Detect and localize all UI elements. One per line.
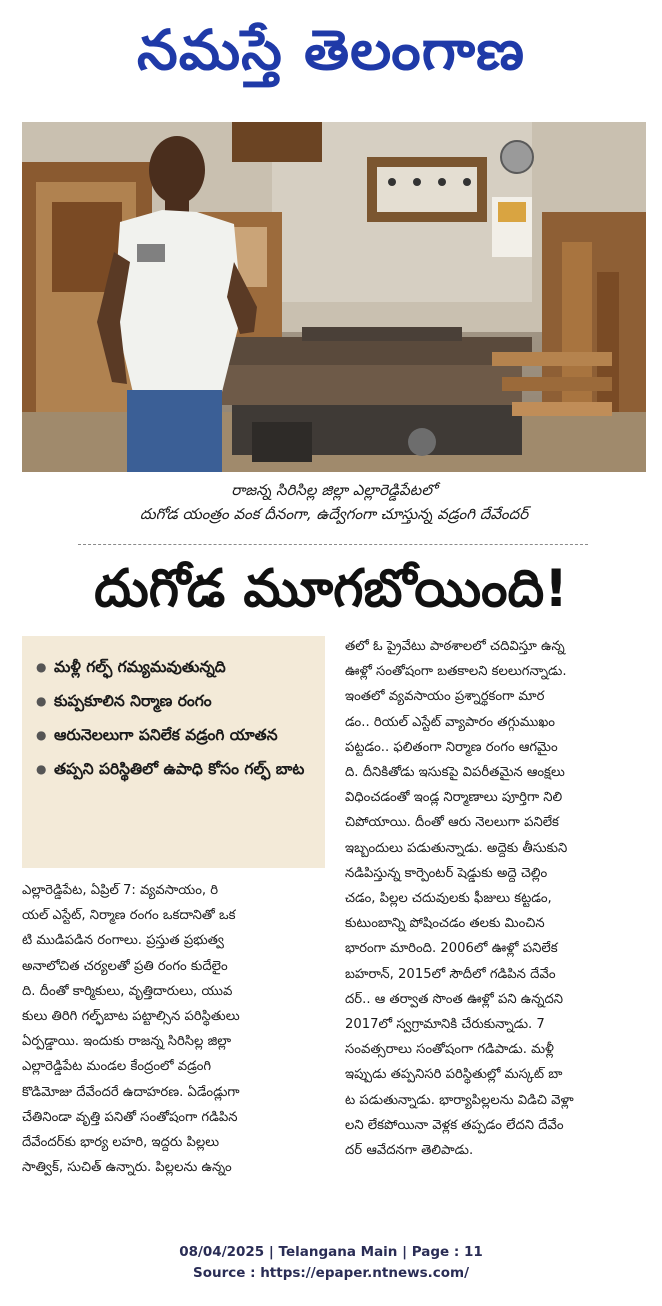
article-photo bbox=[22, 122, 646, 472]
headline: దుగోడ మూగబోయింది! bbox=[94, 559, 568, 619]
article-column-right bbox=[345, 634, 647, 1163]
article-line: ఎల్లారెడ్డిపేట, ఏప్రిల్ 7: వ్యవసాయం, రి bbox=[22, 883, 219, 898]
article-line: కులు తిరిగి గల్ఫ్‌బాట పట్టాల్సిన పరిస్థితులు bbox=[22, 1009, 240, 1025]
article-line: అనాలోచిత చర్యలతో ప్రతి రంగం కుదేలైం bbox=[22, 958, 228, 974]
article-column-left bbox=[22, 878, 325, 1180]
bullet-icon: ● bbox=[36, 728, 47, 742]
masthead-title: నమస్తే తెలంగాణ bbox=[137, 17, 525, 83]
caption-divider bbox=[78, 544, 588, 545]
article-line: ఇబ్బందులు పడుతున్నాడు. అద్దెకు తీసుకుని bbox=[345, 840, 568, 856]
bullet-icon: ● bbox=[36, 660, 47, 674]
article-line: ది. దీనికితోడు ఇసుకపై విపరీతమైన ఆంక్షలు bbox=[345, 765, 565, 781]
article-line: కుటుంబాన్ని పోషించడం తలకు మించిన bbox=[345, 916, 545, 932]
article-line: 2017లో స్వగ్రామానికి చేరుకున్నాడు. 7 bbox=[345, 1017, 545, 1033]
article-line: డం.. రియల్ ఎస్టేట్ వ్యాపారం తగ్గుముఖం bbox=[345, 714, 555, 730]
article-line: ది. దీంతో కార్మికులు, వృత్తిదారులు, యువ bbox=[22, 983, 233, 999]
photo-caption bbox=[22, 478, 646, 526]
highlights-box bbox=[22, 636, 325, 868]
footer-source-line[interactable]: Source : https://epaper.ntnews.com/ bbox=[192, 1265, 470, 1281]
bullet-icon: ● bbox=[36, 694, 47, 708]
article-line: టి ముడిపడిన రంగాలు. ప్రస్తుత ప్రభుత్వ bbox=[22, 933, 224, 949]
article-line: సంవత్సరాలు సంతోషంగా గడిపాడు. మళ్లీ bbox=[345, 1042, 554, 1058]
article-line: చిపోయాయి. దీంతో ఆరు నెలలుగా పనిలేక bbox=[345, 815, 559, 831]
article-line: దర్.. ఆ తర్వాత సొంత ఊళ్లో పని ఉన్నదని bbox=[345, 991, 564, 1007]
article-line: ఏర్పడ్డాయి. ఇందుకు రాజన్న సిరిసిల్ల జిల్లా bbox=[22, 1034, 232, 1050]
article-line: ఎల్లారెడ్డిపేట మండల కేంద్రంలో వడ్రంగి bbox=[22, 1059, 212, 1075]
article-line: దర్ ఆవేదనగా తెలిపాడు. bbox=[345, 1143, 474, 1159]
article-line: ట పడుతున్నాడు. భార్యాపిల్లలను విడిచి వెళ్లా bbox=[345, 1092, 574, 1108]
article-line: నడిపిస్తున్న కార్పెంటర్ షెడ్డుకు అద్దె చెల్లిం bbox=[345, 865, 548, 881]
highlight-item: ● తప్పని పరిస్థితిలో ఉపాధి కోసం గల్ఫ్ బాట bbox=[36, 752, 313, 786]
article-line: కొడిమోజు దేవేందరే ఉదాహరణ. ఏడేండ్లుగా bbox=[22, 1084, 240, 1100]
article-line: దేవేందర్‌కు భార్య లహరి, ఇద్దరు పిల్లలు bbox=[22, 1135, 220, 1151]
footer-date-line: 08/04/2025 | Telangana Main | Page : 11 bbox=[179, 1244, 483, 1260]
article-line: విధించడంతో ఇండ్ల నిర్మాణాలు పూర్తిగా నిలి bbox=[345, 790, 563, 806]
article-line: చేతినిండా వృత్తి పనితో సంతోషంగా గడిపిన bbox=[22, 1109, 238, 1125]
highlight-item: ● మళ్లీ గల్ఫ్ గమ్యమవుతున్నది bbox=[36, 650, 313, 684]
article-line: ఇప్పుడు తప్పనిసరి పరిస్థితుల్లో మస్కట్ బా bbox=[345, 1067, 563, 1083]
highlight-item: ● కుప్పకూలిన నిర్మాణ రంగం bbox=[36, 684, 313, 718]
article-line: చడం, పిల్లల చదువులకు ఫీజులు కట్టడం, bbox=[345, 891, 552, 907]
article-line: సాత్విక్, సుచిత్ ఉన్నారు. పిల్లలను ఉన్నం bbox=[22, 1160, 232, 1176]
article-line: లని లేకపోయినా వెళ్లక తప్పడం లేదని దేవేం bbox=[345, 1117, 564, 1133]
article-line: ఇంతలో వ్యవసాయం ప్రశ్నార్థకంగా మార bbox=[345, 689, 545, 705]
article-line: ఊళ్లో సంతోషంగా బతకాలని కలలుగన్నాడు. bbox=[345, 664, 567, 680]
caption-line-1: రాజన్న సిరిసిల్ల జిల్లా ఎల్లారెడ్డిపేటలో bbox=[231, 481, 437, 499]
article-line: పట్టడం.. ఫలితంగా నిర్మాణ రంగం ఆగమైం bbox=[345, 739, 558, 755]
masthead bbox=[0, 0, 662, 100]
article-line: తలో ఓ ప్రైవేటు పాఠశాలలో చదివిస్తూ ఉన్న bbox=[345, 639, 565, 654]
page-footer bbox=[0, 1242, 662, 1284]
highlight-item: ● ఆరునెలలుగా పనిలేక వడ్రంగి యాతన bbox=[36, 718, 313, 752]
article-line: యల్ ఎస్టేట్, నిర్మాణ రంగం ఒకదానితో ఒక bbox=[22, 908, 236, 924]
article-line: భారంగా మారింది. 2006లో ఊళ్లో పనిలేక bbox=[345, 941, 558, 957]
bullet-icon: ● bbox=[36, 762, 47, 776]
caption-line-2: దుగోడ యంత్రం వంక దీనంగా, ఉద్వేగంగా చూస్తున్న వడ్రంగి దేవేందర్ bbox=[139, 505, 529, 523]
photo-illustration bbox=[22, 122, 646, 472]
article-line: బహరాన్, 2015లో సౌదీలో గడిపిన దేవేం bbox=[345, 966, 556, 982]
